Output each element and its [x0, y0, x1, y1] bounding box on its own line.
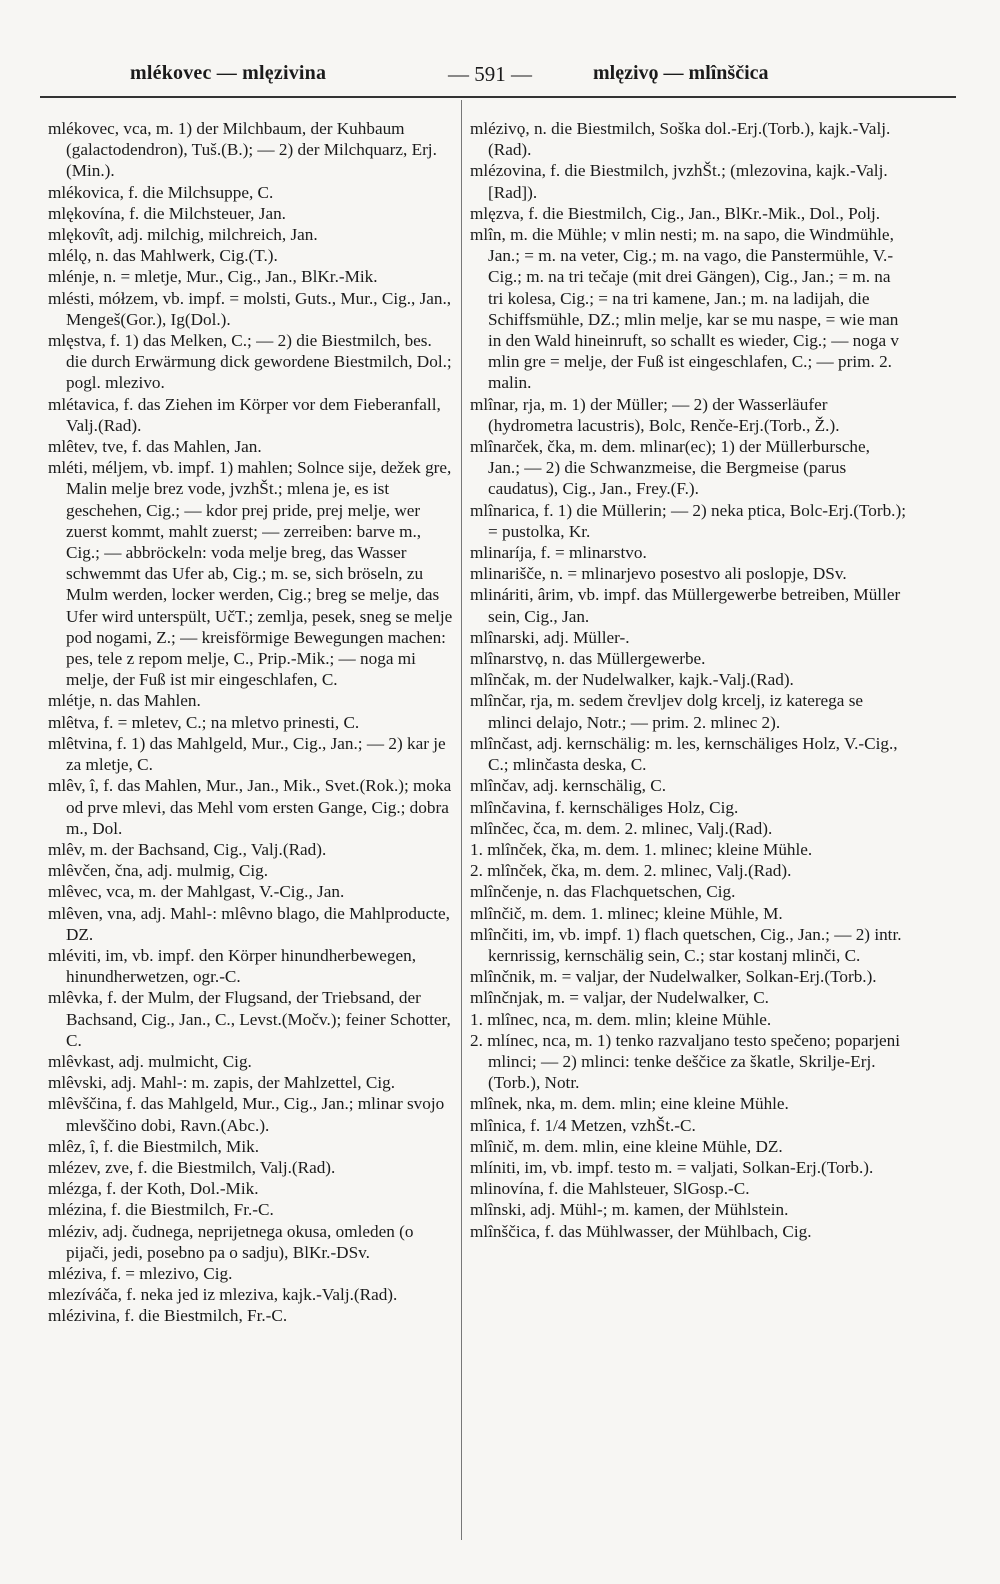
- left-column: [48, 118, 456, 1327]
- dictionary-entry: mlînek, nka, m. dem. mlin; eine kleine Mühle.: [470, 1094, 789, 1114]
- dictionary-entry: mlinaríja, f. = mlinarstvo.: [470, 543, 647, 563]
- dictionary-entry: mlékovica, f. die Milchsuppe, C.: [48, 182, 274, 202]
- dictionary-entry: mlêvkast, adj. mulmicht, Cig.: [48, 1051, 252, 1071]
- dictionary-entry: mlêvski, adj. Mahl-: m. zapis, der Mahlzettel, Cig.: [48, 1073, 396, 1093]
- dictionary-entry: mlînski, adj. Mühl-; m. kamen, der Mühlstein.: [470, 1200, 789, 1220]
- dictionary-entry: mlînarstvǫ, n. das Müllergewerbe.: [470, 649, 706, 669]
- dictionary-entry: mlézovina, f. die Biestmilch, jvzhŠt.; (mlezovina, kajk.-Valj.[Rad]).: [470, 161, 888, 202]
- dictionary-entry: mlêvec, vca, m. der Mahlgast, V.-Cig., Jan.: [48, 882, 345, 902]
- dictionary-entry: mlękovína, f. die Milchsteuer, Jan.: [48, 203, 286, 223]
- dictionary-entry: mlêvščina, f. das Mahlgeld, Mur., Cig., Jan.; mlinar svojo mlevščino dobi, Ravn.(Abc.).: [48, 1094, 445, 1135]
- right-column: [470, 118, 906, 1242]
- dictionary-entry: mlînčar, rja, m. sedem črevljev dolg krcelj, iz katerega se mlinci delajo, Notr.; — prim. 2. mlinec 2).: [470, 691, 864, 732]
- dictionary-entry: mlináriti, ârim, vb. impf. das Müllergewerbe betreiben, Müller sein, Cig., Jan.: [470, 585, 901, 626]
- dictionary-entry: mlêtev, tve, f. das Mahlen, Jan.: [48, 437, 262, 457]
- dictionary-entry: mlinarišče, n. = mlinarjevo posestvo ali poslopje, DSv.: [470, 564, 847, 584]
- dictionary-entry: mlînčiti, im, vb. impf. 1) flach quetschen, Cig., Jan.; — 2) intr. kernrissig, kernschälig sein, C.; star kostanj mlinči, C.: [470, 924, 902, 965]
- dictionary-entry: 1. mlînec, nca, m. dem. mlin; kleine Mühle.: [470, 1009, 772, 1029]
- dictionary-entry: mlînščica, f. das Mühlwasser, der Mühlbach, Cig.: [470, 1221, 812, 1241]
- dictionary-entry: mlésti, mółzem, vb. impf. = molsti, Guts., Mur., Cig., Jan., Mengeš(Gor.), Ig(Dol.).: [48, 288, 452, 329]
- dictionary-entry: mlézga, f. der Koth, Dol.-Mik.: [48, 1179, 259, 1199]
- dictionary-entry: mlînica, f. 1/4 Metzen, vzhŠt.-C.: [470, 1115, 696, 1135]
- dictionary-entry: mlénje, n. = mletje, Mur., Cig., Jan., BlKr.-Mik.: [48, 267, 378, 287]
- dictionary-entry: mlęzva, f. die Biestmilch, Cig., Jan., BlKr.-Mik., Dol., Polj.: [470, 203, 881, 223]
- dictionary-entry: mlêz, î, f. die Biestmilch, Mik.: [48, 1136, 259, 1156]
- dictionary-entry: mlînčič, m. dem. 1. mlinec; kleine Mühle, M.: [470, 903, 783, 923]
- dictionary-entry: 2. mlínec, nca, m. 1) tenko razvaljano testo spečeno; poparjeni mlinci; — 2) mlinci: tenke deščice za škatle, Skrilje-Erj.(Torb.), Notr.: [470, 1030, 901, 1093]
- header-left-guide: mlékovec — mlęzivina: [130, 62, 327, 84]
- dictionary-entry: mlînarček, čka, m. dem. mlinar(ec); 1) der Müllerbursche, Jan.; — 2) die Schwanzmeise, die Bergmeise (parus caudatus), Cig., Jan., Frey.(F.).: [470, 437, 870, 499]
- dictionary-entry: mlêtva, f. = mletev, C.; na mletvo prinesti, C.: [48, 712, 360, 732]
- dictionary-entry: mlêven, vna, adj. Mahl-: mlêvno blago, die Mahlproducte, DZ.: [48, 903, 450, 944]
- dictionary-entry: mlezíváča, f. neka jed iz mleziva, kajk.-Valj.(Rad).: [48, 1285, 398, 1305]
- dictionary-entry: mlézivina, f. die Biestmilch, Fr.-C.: [48, 1306, 288, 1326]
- page-header: [30, 58, 970, 98]
- dictionary-entry: mlînič, m. dem. mlin, eine kleine Mühle, DZ.: [470, 1136, 783, 1156]
- header-right-guide: mlęzivǫ — mlînščica: [593, 62, 769, 84]
- dictionary-entry: mlînčav, adj. kernschälig, C.: [470, 776, 667, 796]
- dictionary-entry: mlézivǫ, n. die Biestmilch, Soška dol.-Erj.(Torb.), kajk.-Valj.(Rad).: [470, 119, 891, 160]
- dictionary-entry: mlînčenje, n. das Flachquetschen, Cig.: [470, 882, 736, 902]
- dictionary-entry: mlézina, f. die Biestmilch, Fr.-C.: [48, 1200, 274, 1220]
- dictionary-entry: mlînarski, adj. Müller-.: [470, 627, 630, 647]
- dictionary-entry: mlékovec, vca, m. 1) der Milchbaum, der Kuhbaum (galactodendron), Tuš.(B.); — 2) der Milchquarz, Erj.(Min.).: [48, 119, 437, 181]
- dictionary-entry: 2. mlînček, čka, m. dem. 2. mlinec, Valj.(Rad).: [470, 861, 792, 881]
- dictionary-entry: mlękovît, adj. milchig, milchreich, Jan.: [48, 225, 318, 245]
- dictionary-entry: mlînčec, čca, m. dem. 2. mlinec, Valj.(Rad).: [470, 818, 773, 838]
- dictionary-entry: mlétje, n. das Mahlen.: [48, 691, 201, 711]
- dictionary-entry: mlîn, m. die Mühle; v mlin nesti; m. na sapo, die Windmühle, Jan.; = m. na veter, Cig.; m. na vago, die Panstermühle, V.-Cig.; m. na tri tečaje (mit drei Gängen), Cig., Jan.; = m. na tri kolesa, Cig.; = na tri kamene, Jan.; m. na ladijah, die Schiffsmühle, DZ.; mlin melje, kar se mu naspe, = wie man in den Wald hineinruft, so schallt es wieder, Cig.; — noga v mlin gre = melje, der Fuß ist eingeschlafen, C.; — prim. 2. malin.: [470, 225, 899, 393]
- dictionary-entry: mléti, méljem, vb. impf. 1) mahlen; Solnce sije, dežek gre, Malin melje brez vode, jvzhŠt.; mlena je, es ist geschehen, Cig.; — kdor prej pride, prej melje, wer zuerst kommt, mahlt zuerst; — zerreiben: barve m., Cig.; — abbröckeln: voda melje breg, das Wasser schwemmt das Ufer ab, Cig.; m. se, sich bröseln, zu Mulm werden, locker werden, Cig.; breg se melje, das Ufer wird unterspült, UčT.; zemlja, pesek, sneg se melje pod nogami, Z.; — kreisförmige Bewegungen machen: pes, tele z repom melje, C., Prip.-Mik.; — noga mi melje, der Fuß ist mir eingeschlafen, C.: [48, 458, 453, 690]
- dictionary-entry: mlézev, zve, f. die Biestmilch, Valj.(Rad).: [48, 1157, 336, 1177]
- page-number: — 591 —: [448, 62, 532, 86]
- column-divider: [461, 100, 462, 1540]
- dictionary-entry: mlęstva, f. 1) das Melken, C.; — 2) die Biestmilch, bes. die durch Erwärmung dick gewordene Biestmilch, Dol.; pogl. mlezivo.: [48, 331, 452, 393]
- dictionary-entry: mlînčast, adj. kernschälig: m. les, kernschäliges Holz, V.-Cig., C.; mlinčasta deska, C.: [470, 733, 898, 775]
- dictionary-entry: mlélǫ, n. das Mahlwerk, Cig.(T.).: [48, 246, 278, 266]
- dictionary-entry: mlêv, m. der Bachsand, Cig., Valj.(Rad).: [48, 839, 327, 859]
- dictionary-entry: mlinovína, f. die Mahlsteuer, SlGosp.-C.: [470, 1179, 750, 1199]
- dictionary-entry: 1. mlînček, čka, m. dem. 1. mlinec; kleine Mühle.: [470, 839, 813, 859]
- dictionary-entry: mléviti, im, vb. impf. den Körper hinundherbewegen, hinundherwetzen, ogr.-C.: [48, 945, 417, 987]
- dictionary-entry: mlînčak, m. der Nudelwalker, kajk.-Valj.(Rad).: [470, 670, 794, 690]
- dictionary-entry: mlêv, î, f. das Mahlen, Mur., Jan., Mik., Svet.(Rok.); moka od prve mlevi, das Mehl vom ersten Gange, Cig.; dobra m., Dol.: [48, 776, 452, 838]
- dictionary-entry: mlíniti, im, vb. impf. testo m. = valjati, Solkan-Erj.(Torb.).: [470, 1157, 874, 1177]
- dictionary-entry: mlêtvina, f. 1) das Mahlgeld, Mur., Cig., Jan.; — 2) kar je za mletje, C.: [48, 733, 446, 775]
- dictionary-entry: mléziv, adj. čudnega, neprijetnega okusa, omleden (o pijači, jedi, posebno pa o sadju), BlKr.-DSv.: [48, 1221, 414, 1262]
- dictionary-entry: mlînčavina, f. kernschäliges Holz, Cig.: [470, 797, 739, 817]
- dictionary-entry: mlînarica, f. 1) die Müllerin; — 2) neka ptica, Bolc-Erj.(Torb.); = pustolka, Kr.: [470, 500, 906, 541]
- dictionary-entry: mlêvčen, čna, adj. mulmig, Cig.: [48, 861, 269, 881]
- header-rule: [40, 96, 956, 98]
- dictionary-entry: mlétavica, f. das Ziehen im Körper vor dem Fieberanfall, Valj.(Rad).: [48, 394, 441, 435]
- dictionary-entry: mlînar, rja, m. 1) der Müller; — 2) der Wasserläufer (hydrometra lacustris), Bolc, Renče-Erj.(Torb., Ž.).: [470, 394, 840, 435]
- dictionary-entry: mléziva, f. = mlezivo, Cig.: [48, 1263, 233, 1283]
- dictionary-entry: mlînčnjak, m. = valjar, der Nudelwalker, C.: [470, 988, 769, 1008]
- dictionary-entry: mlînčnik, m. = valjar, der Nudelwalker, Solkan-Erj.(Torb.).: [470, 967, 877, 987]
- dictionary-entry: mlêvka, f. der Mulm, der Flugsand, der Triebsand, der Bachsand, Cig., Jan., C., Levst.(Močv.); feiner Schotter, C.: [48, 988, 451, 1050]
